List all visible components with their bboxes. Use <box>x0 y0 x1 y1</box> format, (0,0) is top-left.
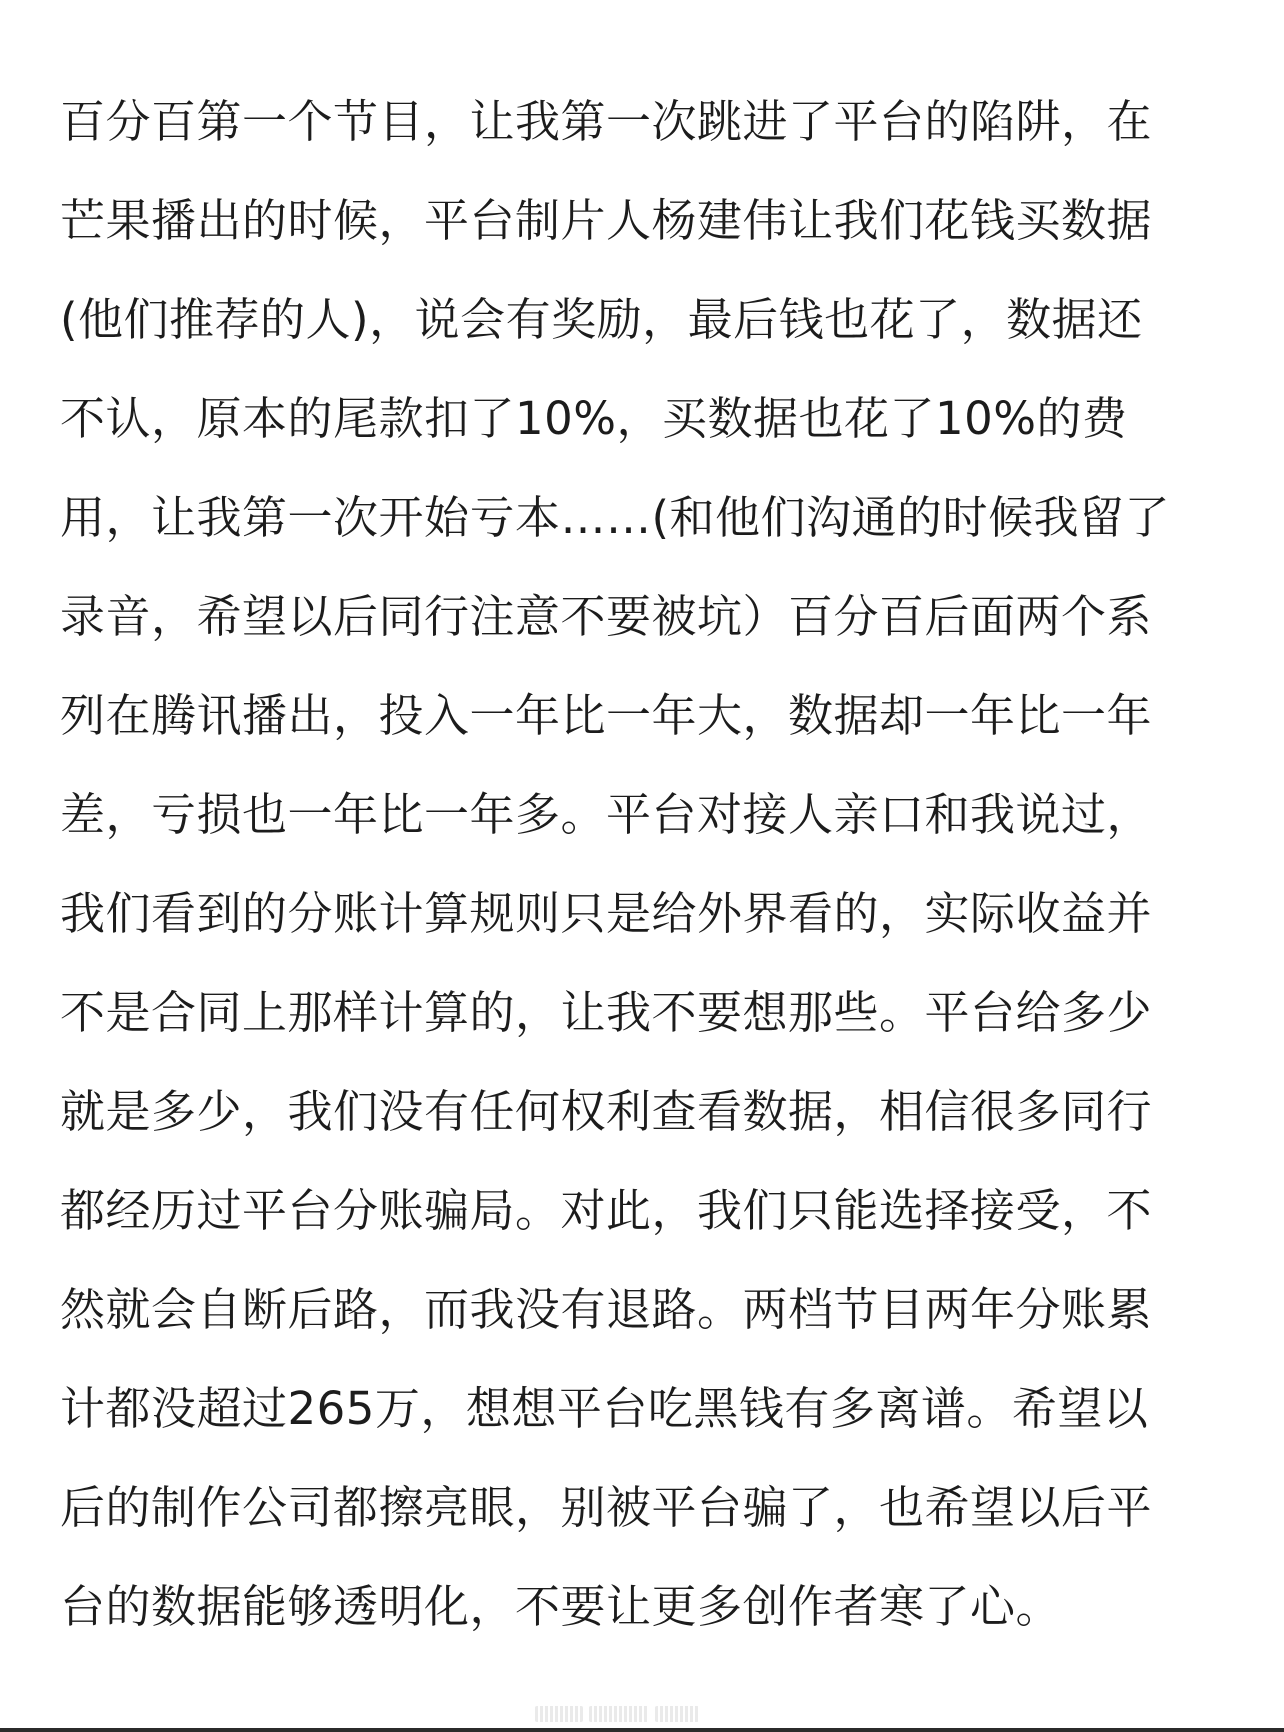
watermark-mark <box>655 1706 699 1722</box>
post-line: 都经历过平台分账骗局。对此，我们只能选择接受，不 <box>60 1184 1153 1237</box>
post-line: 百分百第一个节目，让我第一次跳进了平台的陷阱，在 <box>60 95 1153 148</box>
post-line: 不是合同上那样计算的，让我不要想那些。平台给多少 <box>60 986 1153 1039</box>
bottom-divider <box>0 1728 1284 1732</box>
post-line: 后的制作公司都擦亮眼，别被平台骗了，也希望以后平 <box>60 1481 1153 1534</box>
post-line: 就是多少，我们没有任何权利查看数据，相信很多同行 <box>60 1085 1153 1138</box>
watermark <box>535 1705 705 1723</box>
post-line: 计都没超过265万，想想平台吃黑钱有多离谱。希望以 <box>60 1382 1149 1435</box>
post-line: 用，让我第一次开始亏本……(和他们沟通的时候我留了 <box>60 491 1171 544</box>
post-line: 我们看到的分账计算规则只是给外界看的，实际收益并 <box>60 887 1153 940</box>
watermark-mark <box>589 1706 649 1722</box>
post-line: 芒果播出的时候，平台制片人杨建伟让我们花钱买数据 <box>60 194 1153 247</box>
post-line: 然就会自断后路，而我没有退路。两档节目两年分账累 <box>60 1283 1153 1336</box>
post-body <box>60 72 1210 1656</box>
post-line: 录音，希望以后同行注意不要被坑）百分百后面两个系 <box>60 590 1153 643</box>
post-line: 差，亏损也一年比一年多。平台对接人亲口和我说过， <box>60 788 1153 841</box>
post-line: (他们推荐的人)，说会有奖励，最后钱也花了，数据还 <box>60 293 1143 346</box>
post-line: 不认，原本的尾款扣了10%，买数据也花了10%的费 <box>60 392 1128 445</box>
post-line: 列在腾讯播出，投入一年比一年大，数据却一年比一年 <box>60 689 1153 742</box>
post-line: 台的数据能够透明化，不要让更多创作者寒了心。 <box>60 1580 1062 1633</box>
watermark-mark <box>535 1706 583 1722</box>
